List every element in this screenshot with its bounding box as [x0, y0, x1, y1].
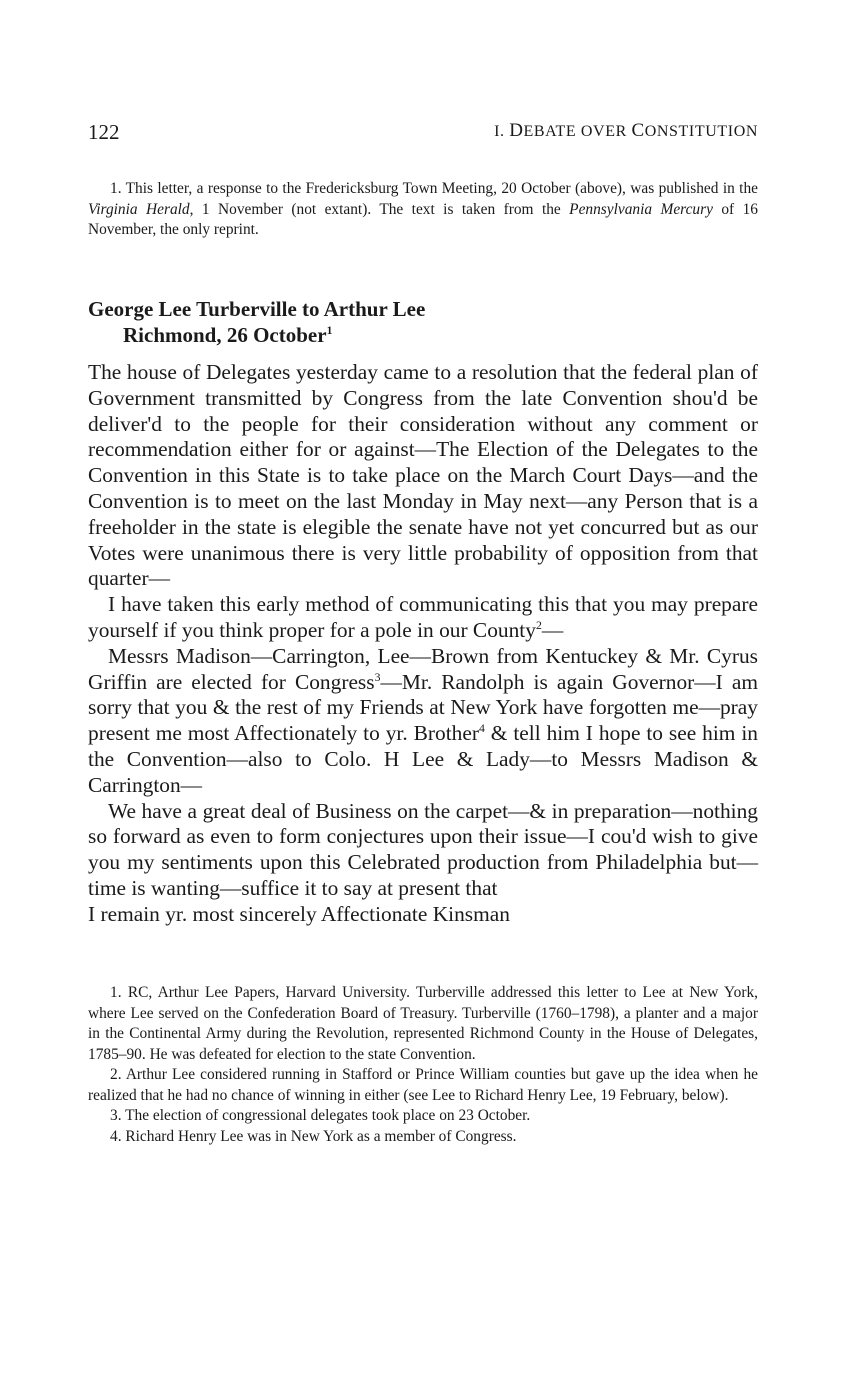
letter-paragraph: I have taken this early method of communicating this that you may prepare yourself if you think proper for a pole in our County$^2$—: [88, 592, 758, 642]
letter-paragraph: The house of Delegates yesterday came to a resolution that the federal plan of Government transmitted by Congress from the late Convention shou'd be deliver'd to the people for their consideration without any comment or recommendation either for or against—The Election of the Delegates to the Convention in this State is to take place on the March Court Days—and the Convention is to meet on the last Monday in May next—any Person that is a freeholder in the state is elegible the senate have not yet concurred but as our Votes were unanimous there is very little probability of opposition from that quarter—: [88, 360, 758, 591]
letter-closing: I remain yr. most sincerely Affectionate Kinsman: [88, 901, 510, 926]
previous-document-notes: [88, 179, 758, 241]
letter-paragraph: We have a great deal of Business on the carpet—& in preparation—nothing so forward as even to form conjectures upon their issue—I cou'd wish to give you my sentiments upon this Celebrated production from Philadelphia but—time is wanting—suffice it to say at present that: [88, 798, 758, 900]
endnote: 4. Richard Henry Lee was in New York as a member of Congress.: [110, 1127, 517, 1145]
endnotes: [88, 983, 758, 1147]
endnote: 2. Arthur Lee considered running in Stafford or Prince William counties but gave up the idea when he realized that he had no chance of winning in either (see Lee to Richard Henry Lee, 19 February, below).: [88, 1066, 758, 1104]
endnote: 1. RC, Arthur Lee Papers, Harvard University. Turberville addressed this letter to Lee at New York, where Lee served on the Confederation Board of Treasury. Turberville (1760–1798), a planter and a major in the Continental Army during the Revolution, represented Richmond County in the House of Delegates, 1785–90. He was defeated for election to the state Convention.: [88, 984, 758, 1063]
page-header: [88, 120, 758, 148]
letter-paragraph: Messrs Madison—Carrington, Lee—Brown from Kentuckey & Mr. Cyrus Griffin are elected for Congress$^3$—Mr. Randolph is again Governor—I am sorry that you & the rest of my Friends at New York have forgotten me—pray present me most Affectionately to yr. Brother$^4$ & tell him I hope to see him in the Convention—also to Colo. H Lee & Lady—to Messrs Madison & Carrington—: [88, 643, 758, 797]
endnote: 3. The election of congressional delegates took place on 23 October.: [110, 1107, 531, 1124]
footnote: 1. This letter, a response to the Fredericksburg Town Meeting, 20 October (above), was published in the Virginia Herald, 1 November (not extant). The text is taken from the Pennsylvania Mercury of 16 November, the only reprint.: [88, 180, 758, 238]
document-place-date: Richmond, 26 October$^1$: [123, 323, 333, 347]
letter-body: [88, 360, 758, 928]
footnote-marker: 4: [478, 722, 485, 736]
document-title: George Lee Turberville to Arthur Lee: [88, 297, 426, 321]
footnote-marker: 3: [374, 670, 381, 684]
publication-title: Pennsylvania Mercury: [569, 200, 713, 218]
footnote-marker: 2: [535, 618, 542, 632]
publication-title: Virginia Herald: [88, 200, 190, 218]
running-head: I. DEBATE OVER CONSTITUTION: [494, 120, 758, 141]
footnote-marker: 1: [326, 325, 333, 337]
page-number: 122: [88, 120, 120, 144]
document-heading: [88, 296, 758, 348]
